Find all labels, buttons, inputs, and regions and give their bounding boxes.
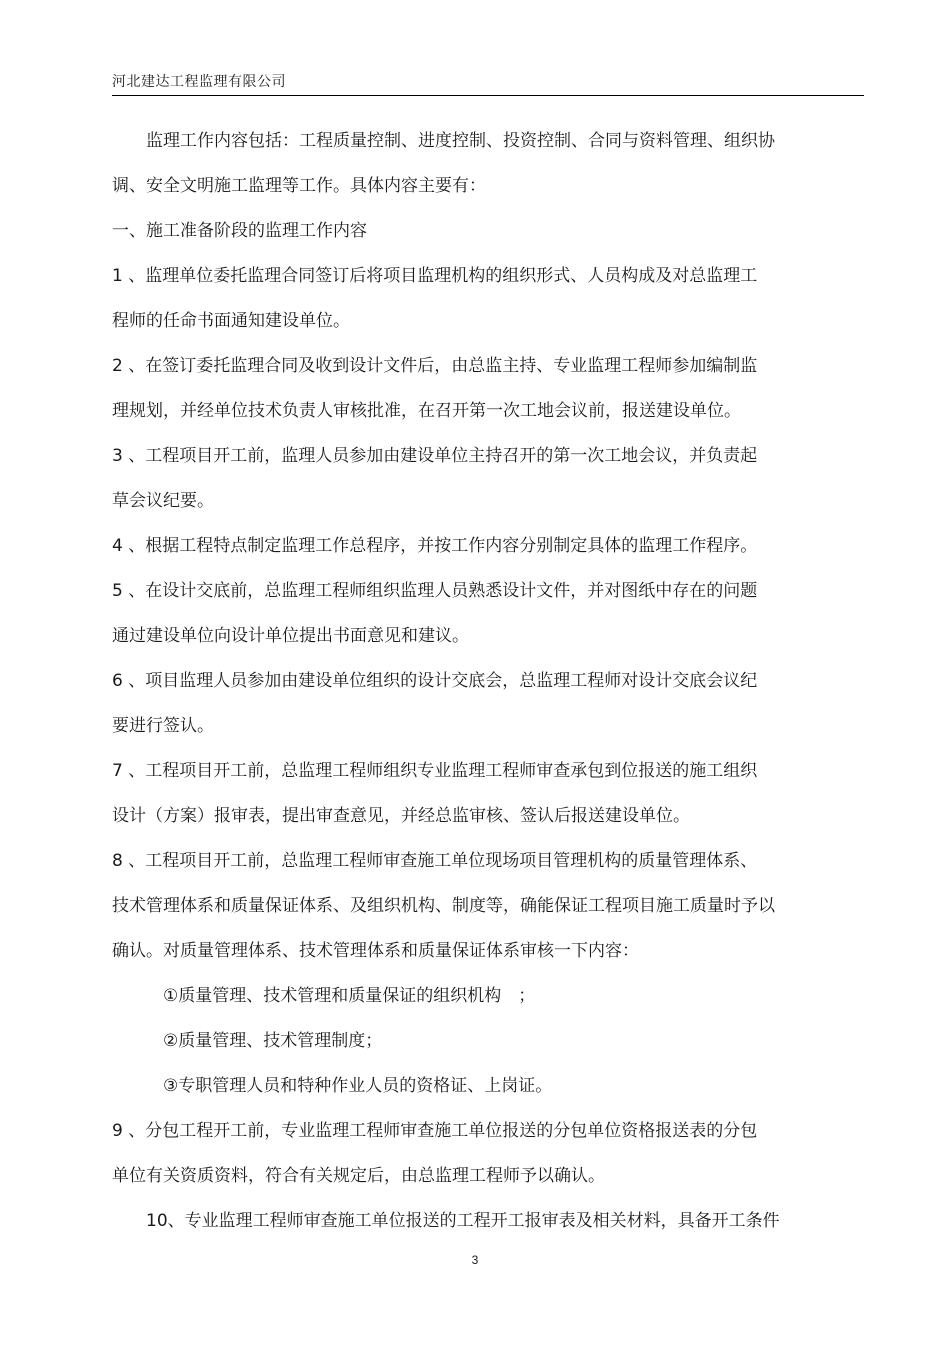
header-divider: [112, 95, 864, 96]
text-line: 3 、工程项目开工前，监理人员参加由建设单位主持召开的第一次工地会议，并负责起: [112, 446, 758, 466]
text-line: 调、安全文明施工监理等工作。具体内容主要有：: [112, 176, 486, 196]
text-line: 单位有关资质资料，符合有关规定后，由总监理工程师予以确认。: [112, 1166, 605, 1186]
text-line: 设计（方案）报审表，提出审查意见，并经总监审核、签认后报送建设单位。: [112, 806, 690, 826]
list-item: ③专职管理人员和特种作业人员的资格证、上岗证。: [112, 1076, 553, 1096]
text-line: 要进行签认。: [112, 716, 214, 736]
text-line: 确认。对质量管理体系、技术管理体系和质量保证体系审核一下内容：: [112, 941, 639, 961]
text-line: 5 、在设计交底前，总监理工程师组织监理人员熟悉设计文件，并对图纸中存在的问题: [112, 581, 758, 601]
text-line: 技术管理体系和质量保证体系、及组织机构、制度等，确能保证工程项目施工质量时予以: [112, 896, 775, 916]
section-heading: 一、施工准备阶段的监理工作内容: [112, 221, 367, 241]
text-line: 8 、工程项目开工前，总监理工程师审查施工单位现场项目管理机构的质量管理体系、: [112, 851, 758, 871]
text-line: 1 、监理单位委托监理合同签订后将项目监理机构的组织形式、人员构成及对总监理工: [112, 266, 758, 286]
text-line: 6 、项目监理人员参加由建设单位组织的设计交底会，总监理工程师对设计交底会议纪: [112, 671, 758, 691]
text-line: 监理工作内容包括：工程质量控制、进度控制、投资控制、合同与资料管理、组织协: [112, 131, 775, 151]
text-line: 4 、根据工程特点制定监理工作总程序，并按工作内容分别制定具体的监理工作程序。: [112, 536, 758, 556]
text-line: 10、专业监理工程师审查施工单位报送的工程开工报审表及相关材料，具备开工条件: [112, 1211, 780, 1231]
text-line: 通过建设单位向设计单位提出书面意见和建议。: [112, 626, 469, 646]
page-header-company: 河北建达工程监理有限公司: [112, 74, 286, 90]
list-item: ①质量管理、技术管理和质量保证的组织机构 ；: [112, 986, 536, 1006]
list-item: ②质量管理、技术管理制度；: [112, 1031, 383, 1051]
text-line: 2 、在签订委托监理合同及收到设计文件后，由总监主持、专业监理工程师参加编制监: [112, 356, 758, 376]
text-line: 9 、分包工程开工前，专业监理工程师审查施工单位报送的分包单位资格报送表的分包: [112, 1121, 758, 1141]
text-line: 7 、工程项目开工前，总监理工程师组织专业监理工程师审查承包到位报送的施工组织: [112, 761, 758, 781]
text-line: 理规划，并经单位技术负责人审核批准，在召开第一次工地会议前，报送建设单位。: [112, 401, 741, 421]
text-line: 程师的任命书面通知建设单位。: [112, 311, 350, 331]
text-line: 草会议纪要。: [112, 491, 214, 511]
page-number: 3: [471, 1253, 479, 1267]
